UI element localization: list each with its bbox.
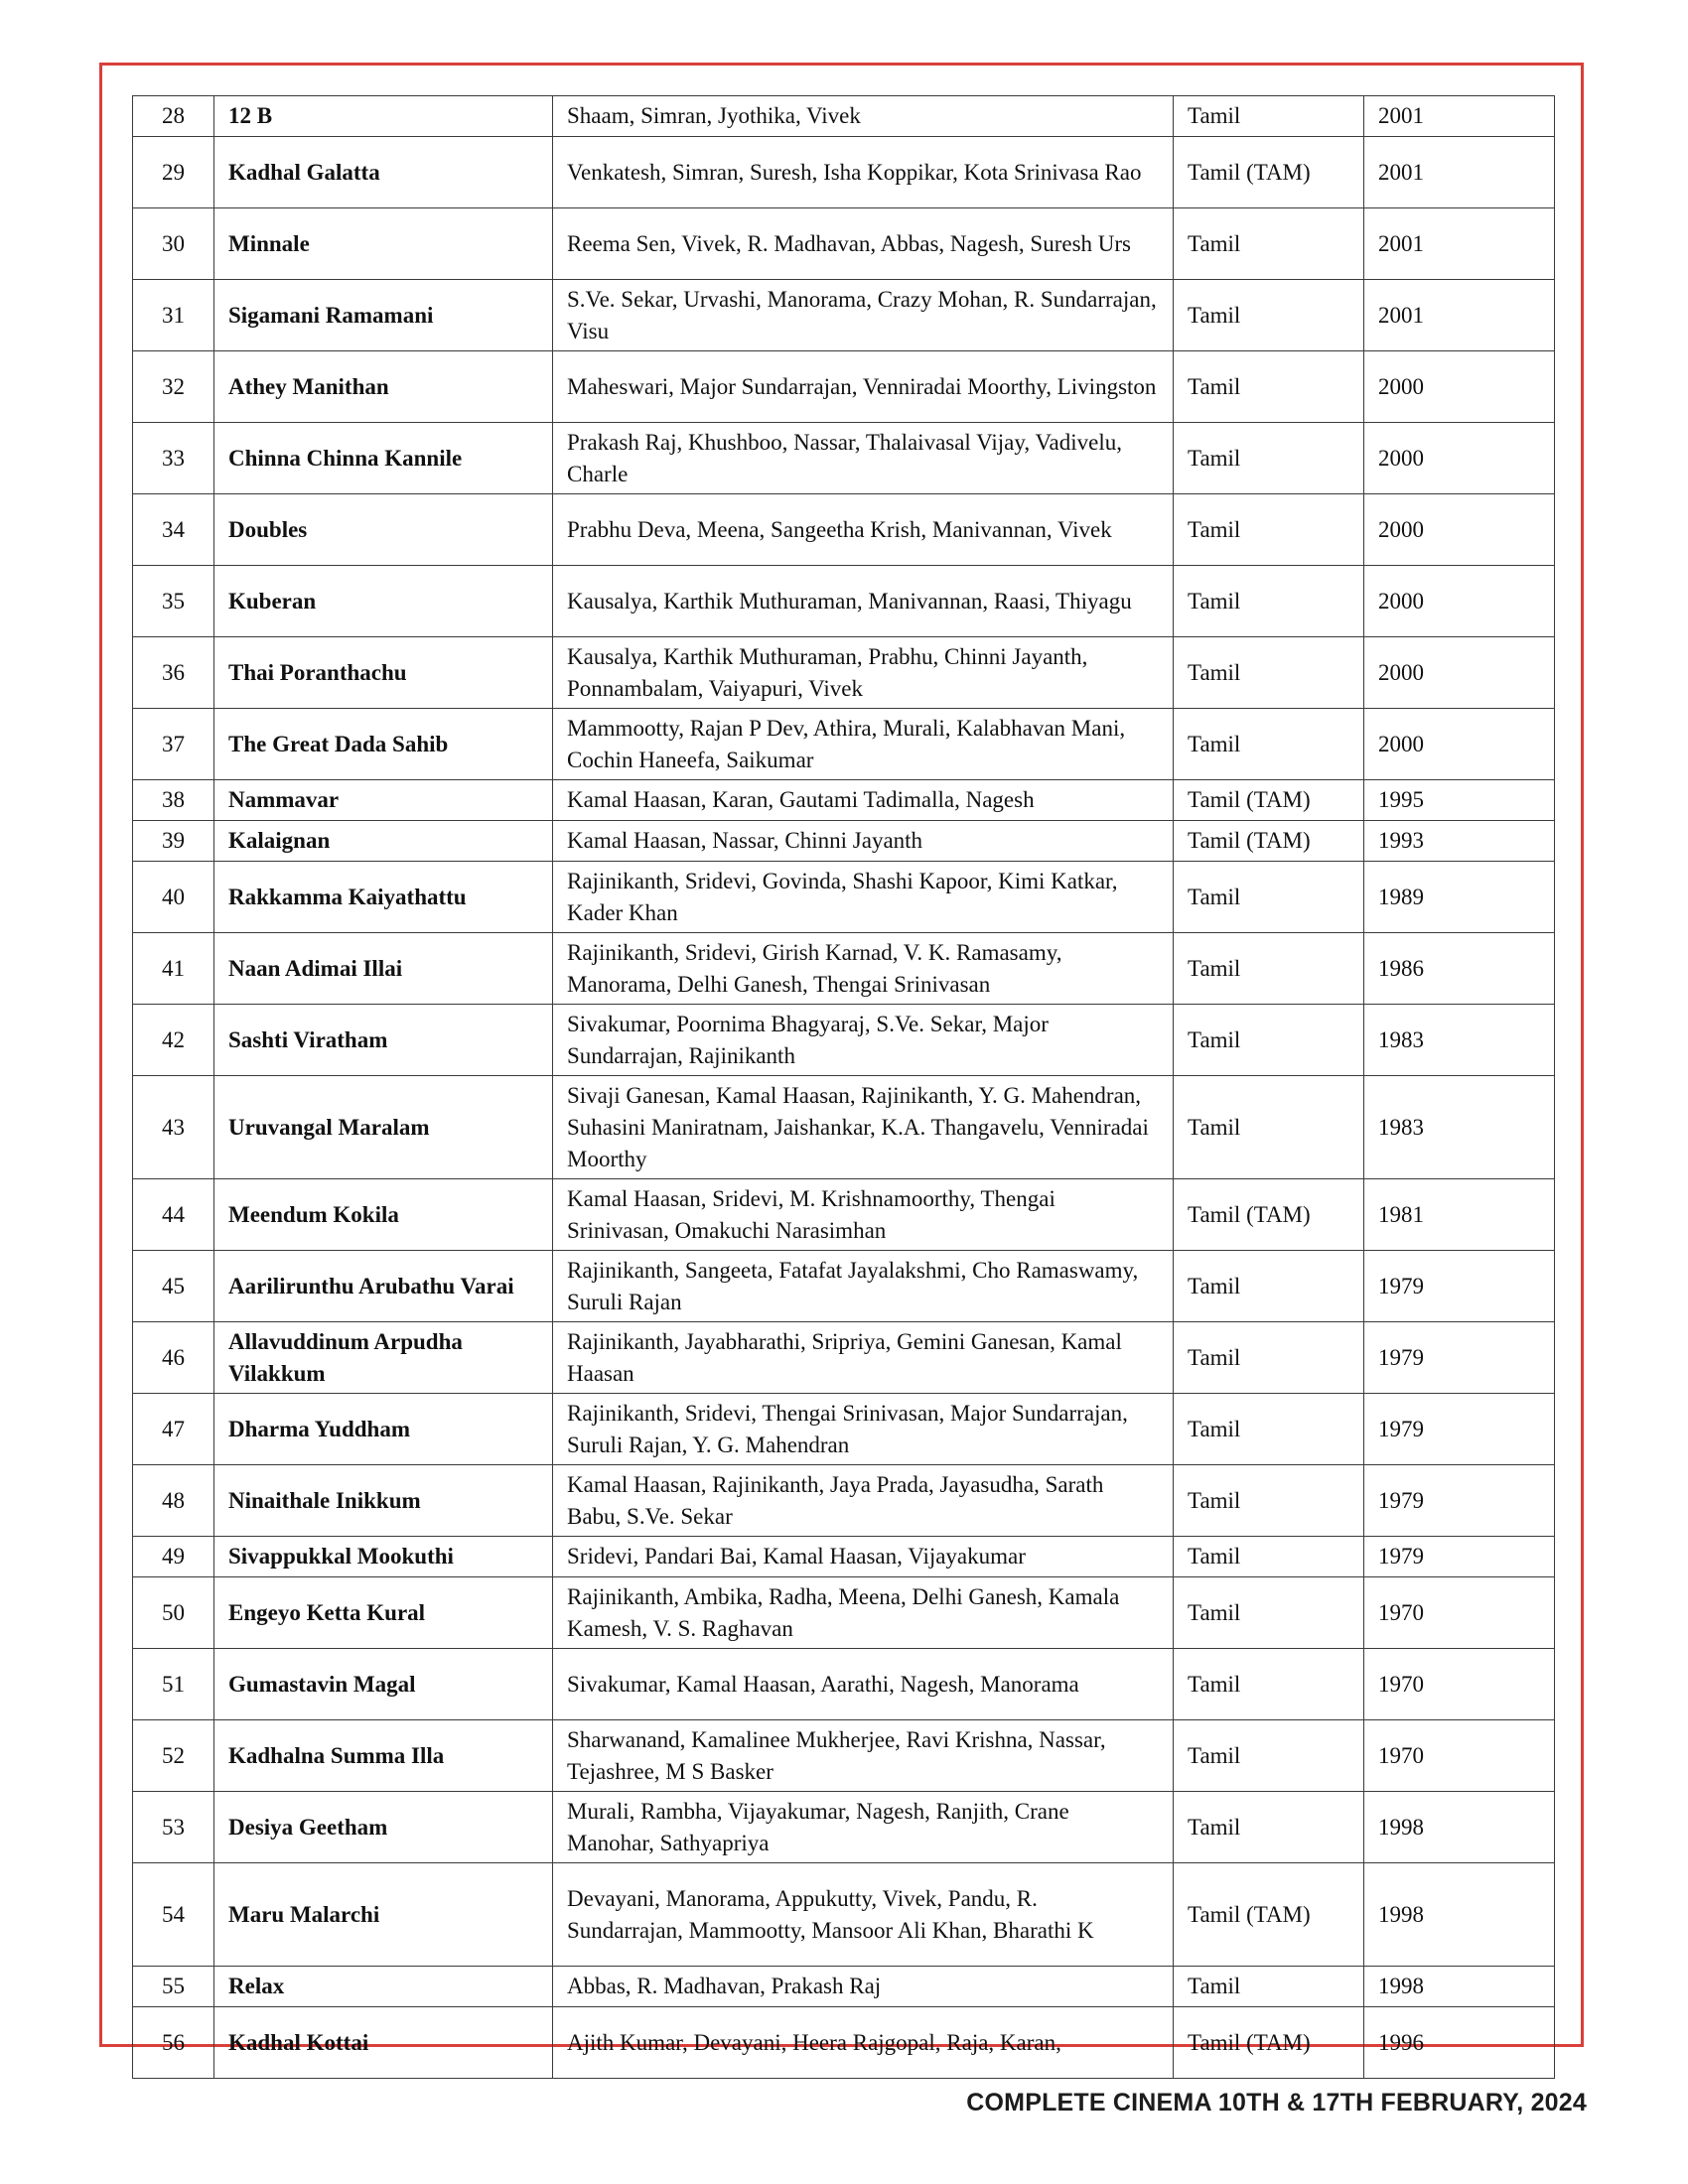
film-cast: Venkatesh, Simran, Suresh, Isha Koppikar, Kota Srinivasa Rao <box>553 137 1174 208</box>
film-language: Tamil <box>1174 1577 1364 1649</box>
film-title: Aarilirunthu Arubathu Varai <box>214 1251 553 1322</box>
film-cast: Kausalya, Karthik Muthuraman, Prabhu, Chinni Jayanth, Ponnambalam, Vaiyapuri, Vivek <box>553 637 1174 709</box>
film-language: Tamil <box>1174 280 1364 351</box>
film-year: 2000 <box>1364 351 1555 423</box>
row-number: 40 <box>133 862 214 933</box>
film-title: Kalaignan <box>214 821 553 862</box>
row-number: 53 <box>133 1792 214 1863</box>
film-language: Tamil (TAM) <box>1174 821 1364 862</box>
film-year: 1989 <box>1364 862 1555 933</box>
film-year: 2001 <box>1364 280 1555 351</box>
table-row <box>133 208 1555 280</box>
film-title: Thai Poranthachu <box>214 637 553 709</box>
row-number: 30 <box>133 208 214 280</box>
film-cast: S.Ve. Sekar, Urvashi, Manorama, Crazy Mohan, R. Sundarrajan, Visu <box>553 280 1174 351</box>
film-cast: Reema Sen, Vivek, R. Madhavan, Abbas, Nagesh, Suresh Urs <box>553 208 1174 280</box>
table-row <box>133 1720 1555 1792</box>
table-row <box>133 494 1555 566</box>
film-list-table <box>132 95 1555 2079</box>
film-title: Nammavar <box>214 780 553 821</box>
film-year: 2000 <box>1364 709 1555 780</box>
film-language: Tamil <box>1174 637 1364 709</box>
film-cast: Sivaji Ganesan, Kamal Haasan, Rajinikanth, Y. G. Mahendran, Suhasini Maniratnam, Jaishankar, K.A. Thangavelu, Venniradai Moorthy <box>553 1076 1174 1179</box>
film-title: Kadhal Kottai <box>214 2007 553 2079</box>
film-year: 1979 <box>1364 1322 1555 1394</box>
table-row <box>133 1537 1555 1577</box>
film-language: Tamil (TAM) <box>1174 1179 1364 1251</box>
film-year: 1983 <box>1364 1076 1555 1179</box>
film-language: Tamil (TAM) <box>1174 137 1364 208</box>
film-language: Tamil <box>1174 1076 1364 1179</box>
row-number: 56 <box>133 2007 214 2079</box>
film-title: Engeyo Ketta Kural <box>214 1577 553 1649</box>
film-cast: Sivakumar, Kamal Haasan, Aarathi, Nagesh, Manorama <box>553 1649 1174 1720</box>
film-language: Tamil <box>1174 1967 1364 2007</box>
table-row <box>133 862 1555 933</box>
film-title: Chinna Chinna Kannile <box>214 423 553 494</box>
film-year: 1979 <box>1364 1251 1555 1322</box>
table-row <box>133 1005 1555 1076</box>
film-title: Sivappukkal Mookuthi <box>214 1537 553 1577</box>
film-cast: Kamal Haasan, Rajinikanth, Jaya Prada, Jayasudha, Sarath Babu, S.Ve. Sekar <box>553 1465 1174 1537</box>
film-language: Tamil <box>1174 1792 1364 1863</box>
film-cast: Sivakumar, Poornima Bhagyaraj, S.Ve. Sekar, Major Sundarrajan, Rajinikanth <box>553 1005 1174 1076</box>
film-language: Tamil (TAM) <box>1174 780 1364 821</box>
table-row <box>133 933 1555 1005</box>
table-row <box>133 1792 1555 1863</box>
film-year: 1993 <box>1364 821 1555 862</box>
row-number: 50 <box>133 1577 214 1649</box>
film-title: Rakkamma Kaiyathattu <box>214 862 553 933</box>
table-row <box>133 351 1555 423</box>
row-number: 42 <box>133 1005 214 1076</box>
table-row <box>133 709 1555 780</box>
film-year: 1998 <box>1364 1967 1555 2007</box>
film-title: Naan Adimai Illai <box>214 933 553 1005</box>
row-number: 28 <box>133 96 214 137</box>
film-year: 2000 <box>1364 637 1555 709</box>
film-title: The Great Dada Sahib <box>214 709 553 780</box>
film-year: 2001 <box>1364 137 1555 208</box>
film-cast: Rajinikanth, Sridevi, Govinda, Shashi Kapoor, Kimi Katkar, Kader Khan <box>553 862 1174 933</box>
table-row <box>133 1251 1555 1322</box>
film-year: 1970 <box>1364 1649 1555 1720</box>
film-cast: Devayani, Manorama, Appukutty, Vivek, Pandu, R. Sundarrajan, Mammootty, Mansoor Ali Khan, Bharathi K <box>553 1863 1174 1967</box>
row-number: 29 <box>133 137 214 208</box>
table-row <box>133 137 1555 208</box>
film-language: Tamil (TAM) <box>1174 1863 1364 1967</box>
film-language: Tamil <box>1174 423 1364 494</box>
film-cast: Mammootty, Rajan P Dev, Athira, Murali, Kalabhavan Mani, Cochin Haneefa, Saikumar <box>553 709 1174 780</box>
film-cast: Rajinikanth, Sridevi, Girish Karnad, V. K. Ramasamy, Manorama, Delhi Ganesh, Thengai Srinivasan <box>553 933 1174 1005</box>
film-year: 1979 <box>1364 1537 1555 1577</box>
film-language: Tamil <box>1174 1537 1364 1577</box>
film-title: Maru Malarchi <box>214 1863 553 1967</box>
row-number: 55 <box>133 1967 214 2007</box>
film-language: Tamil <box>1174 1322 1364 1394</box>
film-language: Tamil <box>1174 1251 1364 1322</box>
film-year: 2000 <box>1364 566 1555 637</box>
film-year: 2001 <box>1364 96 1555 137</box>
table-row <box>133 1465 1555 1537</box>
film-title: Allavuddinum Arpudha Vilakkum <box>214 1322 553 1394</box>
row-number: 46 <box>133 1322 214 1394</box>
film-title: 12 B <box>214 96 553 137</box>
table-row <box>133 423 1555 494</box>
table-row <box>133 1863 1555 1967</box>
film-year: 2001 <box>1364 208 1555 280</box>
row-number: 32 <box>133 351 214 423</box>
table-row <box>133 96 1555 137</box>
table-row <box>133 1649 1555 1720</box>
film-year: 1996 <box>1364 2007 1555 2079</box>
row-number: 38 <box>133 780 214 821</box>
row-number: 51 <box>133 1649 214 1720</box>
row-number: 48 <box>133 1465 214 1537</box>
film-title: Doubles <box>214 494 553 566</box>
film-year: 1986 <box>1364 933 1555 1005</box>
row-number: 49 <box>133 1537 214 1577</box>
film-year: 1998 <box>1364 1863 1555 1967</box>
film-title: Kadhalna Summa Illa <box>214 1720 553 1792</box>
table-row <box>133 1967 1555 2007</box>
film-cast: Rajinikanth, Ambika, Radha, Meena, Delhi Ganesh, Kamala Kamesh, V. S. Raghavan <box>553 1577 1174 1649</box>
film-cast: Maheswari, Major Sundarrajan, Venniradai Moorthy, Livingston <box>553 351 1174 423</box>
row-number: 45 <box>133 1251 214 1322</box>
row-number: 33 <box>133 423 214 494</box>
film-cast: Murali, Rambha, Vijayakumar, Nagesh, Ranjith, Crane Manohar, Sathyapriya <box>553 1792 1174 1863</box>
row-number: 35 <box>133 566 214 637</box>
table-row <box>133 1394 1555 1465</box>
film-year: 1979 <box>1364 1465 1555 1537</box>
film-list-body <box>133 96 1555 2079</box>
film-cast: Sharwanand, Kamalinee Mukherjee, Ravi Krishna, Nassar, Tejashree, M S Basker <box>553 1720 1174 1792</box>
film-cast: Prabhu Deva, Meena, Sangeetha Krish, Manivannan, Vivek <box>553 494 1174 566</box>
table-row <box>133 821 1555 862</box>
film-title: Athey Manithan <box>214 351 553 423</box>
film-language: Tamil <box>1174 351 1364 423</box>
row-number: 41 <box>133 933 214 1005</box>
film-cast: Rajinikanth, Sangeeta, Fatafat Jayalakshmi, Cho Ramaswamy, Suruli Rajan <box>553 1251 1174 1322</box>
table-row <box>133 1577 1555 1649</box>
film-cast: Ajith Kumar, Devayani, Heera Rajgopal, Raja, Karan, <box>553 2007 1174 2079</box>
film-title: Kadhal Galatta <box>214 137 553 208</box>
row-number: 31 <box>133 280 214 351</box>
film-title: Relax <box>214 1967 553 2007</box>
film-title: Meendum Kokila <box>214 1179 553 1251</box>
film-language: Tamil <box>1174 862 1364 933</box>
film-title: Desiya Geetham <box>214 1792 553 1863</box>
row-number: 52 <box>133 1720 214 1792</box>
row-number: 34 <box>133 494 214 566</box>
film-language: Tamil <box>1174 1649 1364 1720</box>
film-language: Tamil <box>1174 494 1364 566</box>
table-row <box>133 280 1555 351</box>
film-language: Tamil <box>1174 208 1364 280</box>
film-year: 1983 <box>1364 1005 1555 1076</box>
film-language: Tamil <box>1174 1720 1364 1792</box>
film-cast: Kamal Haasan, Nassar, Chinni Jayanth <box>553 821 1174 862</box>
film-year: 1970 <box>1364 1577 1555 1649</box>
film-year: 2000 <box>1364 494 1555 566</box>
table-row <box>133 1076 1555 1179</box>
film-language: Tamil <box>1174 1465 1364 1537</box>
film-title: Dharma Yuddham <box>214 1394 553 1465</box>
film-title: Kuberan <box>214 566 553 637</box>
row-number: 36 <box>133 637 214 709</box>
film-cast: Kamal Haasan, Sridevi, M. Krishnamoorthy, Thengai Srinivasan, Omakuchi Narasimhan <box>553 1179 1174 1251</box>
film-cast: Kausalya, Karthik Muthuraman, Manivannan, Raasi, Thiyagu <box>553 566 1174 637</box>
row-number: 43 <box>133 1076 214 1179</box>
film-title: Ninaithale Inikkum <box>214 1465 553 1537</box>
film-year: 1970 <box>1364 1720 1555 1792</box>
row-number: 47 <box>133 1394 214 1465</box>
film-language: Tamil <box>1174 566 1364 637</box>
film-cast: Rajinikanth, Jayabharathi, Sripriya, Gemini Ganesan, Kamal Haasan <box>553 1322 1174 1394</box>
row-number: 44 <box>133 1179 214 1251</box>
table-row <box>133 1322 1555 1394</box>
film-year: 2000 <box>1364 423 1555 494</box>
film-language: Tamil <box>1174 96 1364 137</box>
row-number: 39 <box>133 821 214 862</box>
film-title: Gumastavin Magal <box>214 1649 553 1720</box>
film-language: Tamil <box>1174 1394 1364 1465</box>
film-cast: Kamal Haasan, Karan, Gautami Tadimalla, Nagesh <box>553 780 1174 821</box>
film-year: 1995 <box>1364 780 1555 821</box>
table-row <box>133 2007 1555 2079</box>
film-cast: Rajinikanth, Sridevi, Thengai Srinivasan, Major Sundarrajan, Suruli Rajan, Y. G. Mahendran <box>553 1394 1174 1465</box>
film-cast: Shaam, Simran, Jyothika, Vivek <box>553 96 1174 137</box>
table-row <box>133 780 1555 821</box>
film-title: Sigamani Ramamani <box>214 280 553 351</box>
film-cast: Abbas, R. Madhavan, Prakash Raj <box>553 1967 1174 2007</box>
film-language: Tamil <box>1174 933 1364 1005</box>
film-language: Tamil <box>1174 709 1364 780</box>
film-title: Uruvangal Maralam <box>214 1076 553 1179</box>
row-number: 54 <box>133 1863 214 1967</box>
film-language: Tamil <box>1174 1005 1364 1076</box>
table-row <box>133 1179 1555 1251</box>
page-footer: COMPLETE CINEMA 10TH & 17TH FEBRUARY, 2024 <box>966 2089 1587 2116</box>
film-cast: Sridevi, Pandari Bai, Kamal Haasan, Vijayakumar <box>553 1537 1174 1577</box>
table-row <box>133 566 1555 637</box>
film-year: 1979 <box>1364 1394 1555 1465</box>
table-row <box>133 637 1555 709</box>
film-language: Tamil (TAM) <box>1174 2007 1364 2079</box>
row-number: 37 <box>133 709 214 780</box>
film-title: Minnale <box>214 208 553 280</box>
film-title: Sashti Viratham <box>214 1005 553 1076</box>
film-cast: Prakash Raj, Khushboo, Nassar, Thalaivasal Vijay, Vadivelu, Charle <box>553 423 1174 494</box>
film-year: 1981 <box>1364 1179 1555 1251</box>
film-year: 1998 <box>1364 1792 1555 1863</box>
